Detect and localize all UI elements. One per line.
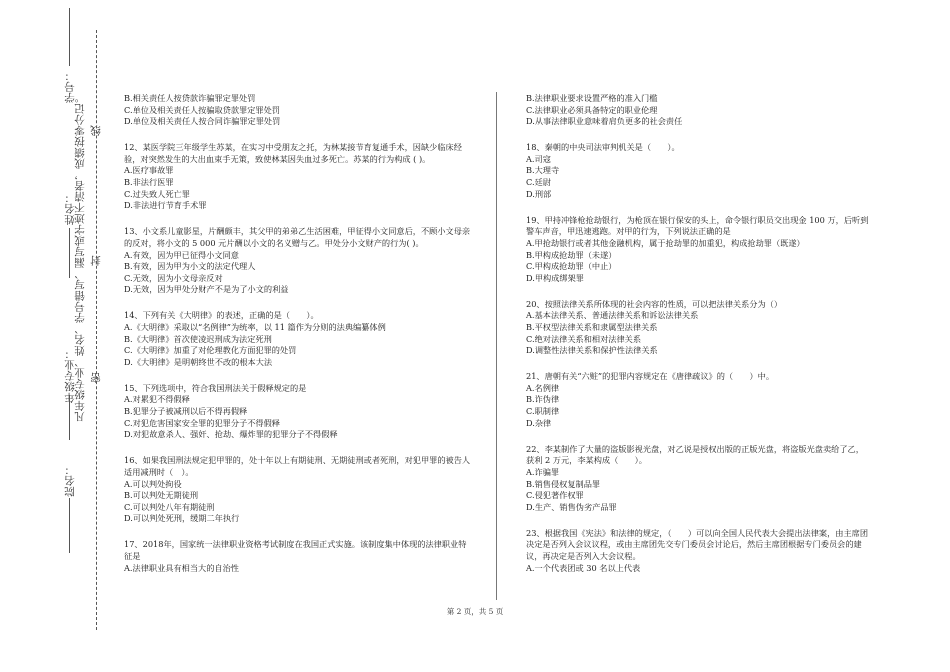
binding-mark-feng: 封 bbox=[90, 255, 102, 266]
option: C.绝对法律关系和相对法律关系 bbox=[526, 333, 642, 344]
question-15 bbox=[124, 383, 474, 441]
option: B.平权型法律关系和隶属型法律关系 bbox=[526, 322, 658, 332]
option: C.廷尉 bbox=[526, 177, 551, 188]
left-column bbox=[124, 93, 474, 589]
question-stem: 15、下列选项中，符合我国刑法关于假释规定的是 bbox=[124, 382, 307, 393]
question-19 bbox=[526, 215, 871, 285]
question-20 bbox=[526, 299, 871, 357]
question-stem: 22、李某制作了大量的盗版影视光盘，对乙说是授权出版的正版光盘，将盗版光盘卖给了乙，获利 2 万元，李某构成（ ）。 bbox=[526, 443, 864, 466]
question-23 bbox=[526, 528, 871, 574]
question-stem: 17、2018年，国家统一法律职业资格考试制度在我国正式实施。该制度集中体现的法律职业特征是 bbox=[124, 539, 467, 561]
option: A.名例律 bbox=[526, 382, 560, 393]
question-stem: 21、唐朝有关“六赃”的犯罪内容规定在《唐律疏议》的（ ）中。 bbox=[526, 371, 775, 382]
page-footer: 第 2 页，共 5 页 bbox=[446, 607, 504, 616]
question-13 bbox=[124, 226, 474, 296]
binding-mark-mi: 密 bbox=[90, 372, 102, 383]
option: A.对累犯不得假释 bbox=[124, 394, 190, 405]
option: D.生产、销售伪劣产品罪 bbox=[526, 501, 617, 512]
option: B.非法行医罪 bbox=[124, 177, 174, 188]
binding-warning-text: 凡年级专业、姓名、学号错写、漏写或字迹不清者，成绩按零分记。 bbox=[74, 92, 86, 422]
option: A.有效，因为甲已征得小文同意 bbox=[124, 249, 239, 260]
binding-strip bbox=[0, 0, 120, 672]
question-11-continued bbox=[124, 93, 474, 128]
option: C.单位及相关责任人按骗取贷款罪定罪处罚 bbox=[124, 104, 280, 115]
question-stem: 14、下列有关《大明律》的表述，正确的是（ ）。 bbox=[124, 310, 319, 321]
question-17-continued bbox=[526, 93, 871, 128]
option: B.法律职业要求设置严格的准入门槛 bbox=[526, 93, 658, 103]
option: D.可以判处死刑，缓期二年执行 bbox=[124, 513, 240, 524]
question-stem: 12、某医学院三年级学生苏某，在实习中受朋友之托，为林某接节育复通手术，因缺少临床经验，对突然发生的大出血束手无策，致使林某因失血过多死亡。苏某的行为构成 ( )。 bbox=[124, 142, 462, 164]
option: A.医疗事故罪 bbox=[124, 165, 174, 176]
option: B.诈伪律 bbox=[526, 394, 560, 405]
option: B.《大明律》首次使凌迟刑成为法定死刑 bbox=[124, 333, 272, 344]
question-12 bbox=[124, 142, 474, 212]
option: C.职制律 bbox=[526, 406, 560, 417]
right-column bbox=[526, 93, 871, 589]
question-stem: 19、甲持冲锋枪抢劫银行，为枪顶在银行保安的头上，命令银行职员交出现金 100 万，后听到警车声音，甲迅速逃跑。对甲的行为，下列说法正确的是 bbox=[526, 214, 869, 237]
question-14 bbox=[124, 310, 474, 368]
option: B.有效，因为甲为小文的法定代理人 bbox=[124, 261, 256, 272]
question-16 bbox=[124, 455, 474, 525]
binding-line-name bbox=[69, 228, 70, 278]
option: C.法律职业必须具备特定的职业伦理 bbox=[526, 104, 658, 115]
binding-label-name: 姓名： bbox=[64, 192, 76, 225]
column-divider bbox=[496, 92, 497, 600]
option: C.无效，因为小文母亲反对 bbox=[124, 272, 223, 283]
option: C.过失致人死亡罪 bbox=[124, 188, 190, 199]
option: A.甲抢劫银行或者其他金融机构，属于抢劫罪的加重犯，构成抢劫罪（既遂） bbox=[526, 237, 805, 248]
option: A.可以判处拘役 bbox=[124, 478, 182, 489]
question-stem: 18、秦朝的中央司法审判机关是（ ）。 bbox=[526, 142, 680, 153]
binding-line-grade-major bbox=[69, 395, 70, 440]
option: D.从事法律职业意味着肩负更多的社会责任 bbox=[526, 116, 683, 127]
option: B.相关责任人按贷款诈骗罪定罪处罚 bbox=[124, 93, 256, 103]
option: B.大理寺 bbox=[526, 165, 560, 176]
question-22 bbox=[526, 444, 871, 514]
option: D.单位及相关责任人按合同诈骗罪定罪处罚 bbox=[124, 116, 281, 127]
binding-label-school: 院名： bbox=[64, 464, 76, 497]
option: D.甲构成绑架罪 bbox=[526, 272, 584, 283]
binding-dashed-line bbox=[96, 30, 97, 630]
question-stem: 20、按照法律关系所体现的社会内容的性质，可以把法律关系分为（） bbox=[526, 298, 783, 309]
binding-line-school bbox=[69, 498, 70, 553]
option: C.可以判处八年有期徒刑 bbox=[124, 501, 215, 512]
option: A.诈骗罪 bbox=[526, 466, 560, 477]
option: C.对犯危害国家安全罪的犯罪分子不得假释 bbox=[124, 417, 280, 428]
option: D.调整性法律关系和保护性法律关系 bbox=[526, 345, 658, 356]
question-21 bbox=[526, 371, 871, 429]
option: D.对犯故意杀人、强奸、抢劫、爆炸罪的犯罪分子不得假释 bbox=[124, 429, 338, 440]
option: A.基本法律关系、普通法律关系和诉讼法律关系 bbox=[526, 310, 699, 321]
binding-label-student-id: 学号： bbox=[64, 70, 76, 103]
binding-line-student-id bbox=[69, 8, 70, 66]
option: C.侵犯著作权罪 bbox=[526, 490, 584, 501]
option: B.销售侵权复制品罪 bbox=[526, 478, 601, 489]
option: A.一个代表团或 30 名以上代表 bbox=[526, 562, 641, 573]
option: D.无效，因为甲处分财产不是为了小文的利益 bbox=[124, 284, 289, 295]
option: D.杂律 bbox=[526, 417, 552, 428]
question-stem: 23、根据我国《宪法》和法律的规定，（ ）可以向全国人民代表大会提出法律案，由主席团决定是否列入会议议程，或由主席团先交专门委员会讨论后，然后主席团根据专门委员会的建议，再决定是否列入大会议程。 bbox=[526, 527, 869, 561]
option: D.《大明律》是明朝终世不改的根本大法 bbox=[124, 356, 273, 367]
option: C.甲构成抢劫罪（中止） bbox=[526, 261, 617, 272]
option: A.司寇 bbox=[526, 153, 551, 164]
option: D.刑部 bbox=[526, 188, 552, 199]
option: C.《大明律》加重了对伦理教化方面犯罪的处罚 bbox=[124, 345, 297, 356]
option: A.法律职业具有相当大的自治性 bbox=[124, 562, 239, 573]
question-17 bbox=[124, 539, 474, 574]
binding-label-grade-major: 年级专业： bbox=[64, 348, 76, 403]
question-stem: 16、如果我国刑法规定犯甲罪的，处十年以上有期徒刑、无期徒刑或者死刑，对犯甲罪的被告人适用减刑时（ ）。 bbox=[124, 455, 471, 477]
option: B.犯罪分子被减刑以后不得再假释 bbox=[124, 406, 248, 417]
question-stem: 13、小文系儿童影星，片酬颇丰，其父甲的弟弟乙生活困难，甲征得小文同意后，不顾小文母亲的反对，将小文的 5 000 元片酬以小文的名义赠与乙。甲处分小文财产的行为( )。 bbox=[124, 226, 471, 248]
binding-mark-xian: 线 bbox=[90, 125, 102, 136]
option: A.《大明律》采取以“名例律”为统率，以 11 篇作为分则的法典编纂体例 bbox=[124, 322, 386, 332]
option: B.甲构成抢劫罪（未遂） bbox=[526, 249, 617, 260]
option: B.可以判处无期徒刑 bbox=[124, 490, 199, 501]
option: D.非法进行节育手术罪 bbox=[124, 200, 207, 211]
question-18 bbox=[526, 142, 871, 200]
